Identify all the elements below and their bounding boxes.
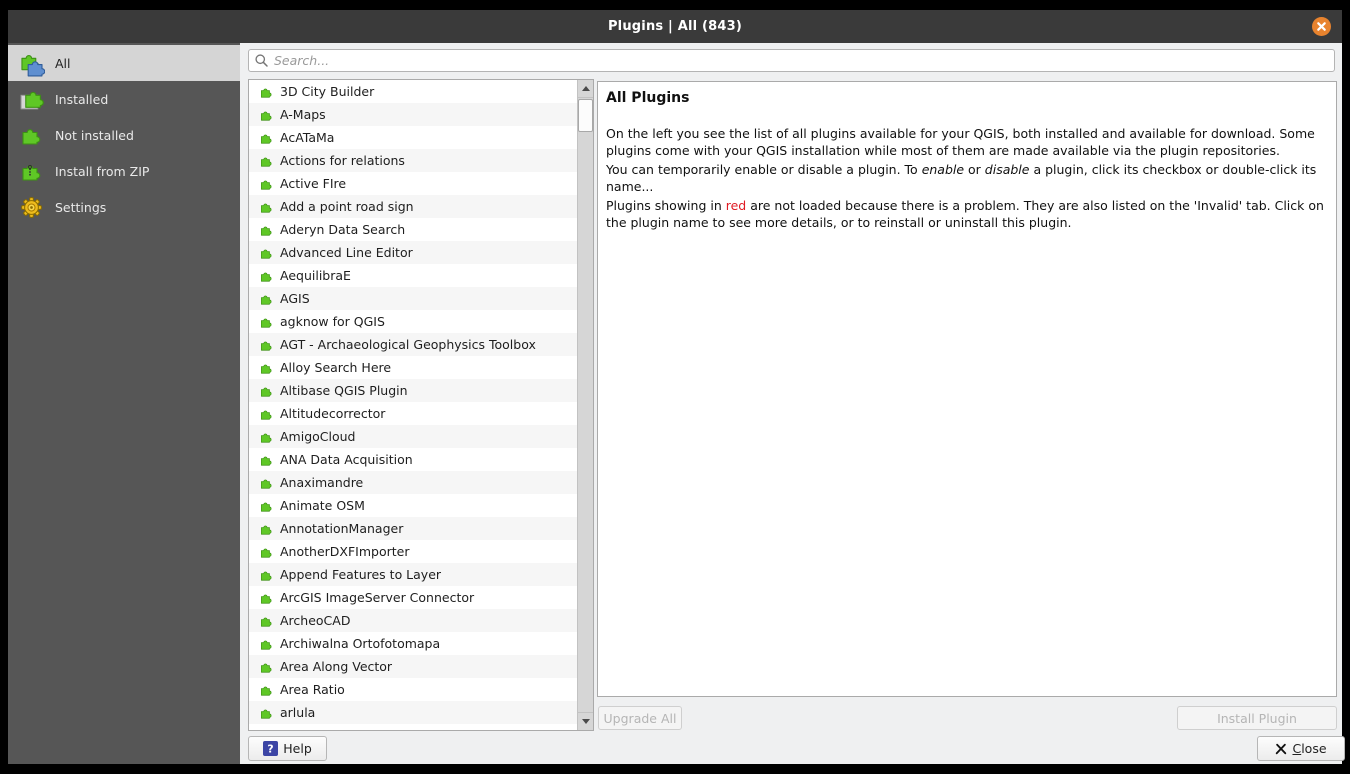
plugin-row[interactable] (249, 379, 577, 402)
svg-text:?: ? (267, 742, 274, 756)
install-plugin-button[interactable] (1177, 706, 1337, 730)
sidebar-item-label: Installed (55, 91, 109, 107)
plugin-name: Archiwalna Ortofotomapa (280, 636, 441, 651)
plugin-puzzle-icon (259, 315, 273, 329)
plugin-puzzle-icon (259, 246, 273, 260)
help-label: Help (283, 741, 312, 756)
not-installed-plugin-icon (17, 121, 45, 149)
plugin-name: Animate OSM (280, 498, 365, 513)
plugin-name: Area Ratio (280, 682, 345, 697)
plugin-row[interactable] (249, 241, 577, 264)
plugin-name: AGT - Archaeological Geophysics Toolbox (280, 337, 536, 352)
plugin-puzzle-icon (259, 85, 273, 99)
plugin-row[interactable] (249, 701, 577, 724)
all-plugins-icon (17, 49, 45, 77)
upgrade-all-label: Upgrade All (603, 710, 677, 726)
plugin-row[interactable] (249, 586, 577, 609)
scroll-up-icon[interactable] (578, 80, 594, 98)
plugin-puzzle-icon (259, 522, 273, 536)
plugin-row[interactable] (249, 494, 577, 517)
plugin-puzzle-icon (259, 614, 273, 628)
help-question-icon (263, 741, 278, 756)
plugin-row[interactable] (249, 264, 577, 287)
plugin-row[interactable] (249, 80, 577, 103)
plugin-name: agknow for QGIS (280, 314, 385, 329)
plugins-dialog (8, 10, 1342, 764)
search-input[interactable] (269, 53, 1329, 68)
plugin-puzzle-icon (259, 660, 273, 674)
settings-gear-icon (17, 193, 45, 221)
window-title: Plugins | All (843) (607, 19, 743, 34)
plugin-puzzle-icon (259, 338, 273, 352)
sidebar-item-label: Install from ZIP (55, 163, 150, 179)
plugin-row[interactable] (249, 540, 577, 563)
plugin-name: AcATaMa (280, 130, 335, 145)
sidebar (8, 43, 240, 764)
plugin-name: AGIS (280, 291, 310, 306)
plugin-name: AequilibraE (280, 268, 351, 283)
plugin-puzzle-icon (259, 292, 273, 306)
plugin-name: ANA Data Acquisition (280, 452, 413, 467)
plugin-name: 3D City Builder (280, 84, 375, 99)
plugin-puzzle-icon (259, 545, 273, 559)
plugin-puzzle-icon (259, 430, 273, 444)
plugin-puzzle-icon (259, 154, 273, 168)
installed-plugin-icon (17, 85, 45, 113)
plugin-row[interactable] (249, 471, 577, 494)
plugin-details-panel (597, 81, 1337, 697)
plugin-name: Altibase QGIS Plugin (280, 383, 408, 398)
plugin-name: ArcheoCAD (280, 613, 351, 628)
plugin-name: AmigoCloud (280, 429, 356, 444)
plugin-row[interactable] (249, 632, 577, 655)
plugin-row[interactable] (249, 103, 577, 126)
plugin-puzzle-icon (259, 407, 273, 421)
plugin-puzzle-icon (259, 683, 273, 697)
plugin-row[interactable] (249, 310, 577, 333)
plugin-name: Advanced Line Editor (280, 245, 413, 260)
plugin-puzzle-icon (259, 568, 273, 582)
plugin-puzzle-icon (259, 131, 273, 145)
sidebar-item-label: Settings (55, 199, 107, 215)
plugin-puzzle-icon (259, 200, 273, 214)
plugin-name: ArcGIS ImageServer Connector (280, 590, 475, 605)
window-close-icon[interactable] (1312, 17, 1331, 36)
plugin-puzzle-icon (259, 223, 273, 237)
plugin-puzzle-icon (259, 637, 273, 651)
upgrade-all-button[interactable] (598, 706, 682, 730)
plugin-row[interactable] (249, 172, 577, 195)
details-paragraph: You can temporarily enable or disable a plugin. To enable or disable a plugin, click its checkbox or double-click its name... (606, 162, 1317, 194)
close-label: Close (1292, 741, 1327, 756)
plugin-row[interactable] (249, 149, 577, 172)
sidebar-item-settings[interactable] (8, 189, 240, 225)
plugin-name: Alloy Search Here (280, 360, 392, 375)
install-from-zip-icon (17, 157, 45, 185)
plugin-puzzle-icon (259, 499, 273, 513)
plugin-name: Append Features to Layer (280, 567, 442, 582)
plugin-row[interactable] (249, 287, 577, 310)
plugin-list-panel (248, 79, 594, 731)
search-bar (248, 49, 1335, 72)
plugin-row[interactable] (249, 402, 577, 425)
plugin-row[interactable] (249, 126, 577, 149)
titlebar[interactable] (8, 10, 1342, 43)
plugin-puzzle-icon (259, 361, 273, 375)
plugin-puzzle-icon (259, 591, 273, 605)
plugin-row[interactable] (249, 678, 577, 701)
close-button[interactable] (1257, 736, 1345, 761)
sidebar-item-label: All (55, 55, 71, 71)
scrollbar-thumb[interactable] (578, 99, 593, 132)
plugin-name: AnnotationManager (280, 521, 404, 536)
plugin-name: Active FIre (280, 176, 347, 191)
install-plugin-label: Install Plugin (1217, 710, 1297, 726)
scrollbar[interactable] (577, 80, 593, 730)
plugin-puzzle-icon (259, 384, 273, 398)
details-paragraph: On the left you see the list of all plugins available for your QGIS, both installed and available for download. Some plugins come with your QGIS installation while most of them are made available via the plugin repositories. (606, 126, 1315, 158)
sidebar-item-label: Not installed (55, 127, 134, 143)
details-heading: All Plugins (606, 90, 690, 106)
search-icon (254, 53, 269, 68)
help-button[interactable] (248, 736, 327, 761)
plugin-list (249, 80, 577, 730)
plugin-puzzle-icon (259, 476, 273, 490)
plugin-name: Anaximandre (280, 475, 364, 490)
plugin-name: Add a point road sign (280, 199, 414, 214)
plugin-row[interactable] (249, 448, 577, 471)
sidebar-item-not-installed[interactable] (8, 117, 240, 153)
plugin-row[interactable] (249, 218, 577, 241)
plugin-row[interactable] (249, 517, 577, 540)
sidebar-item-install-from-zip[interactable] (8, 153, 240, 189)
plugin-row[interactable] (249, 333, 577, 356)
plugin-name: A-Maps (280, 107, 326, 122)
plugin-row[interactable] (249, 655, 577, 678)
plugin-name: Area Along Vector (280, 659, 393, 674)
plugin-row[interactable] (249, 563, 577, 586)
plugin-row-partial[interactable] (249, 724, 577, 730)
plugin-name: Altitudecorrector (280, 406, 386, 421)
plugin-puzzle-icon (259, 177, 273, 191)
plugin-puzzle-icon (259, 706, 273, 720)
plugin-row[interactable] (249, 425, 577, 448)
plugin-name: Aderyn Data Search (280, 222, 406, 237)
plugin-name: Actions for relations (280, 153, 405, 168)
plugin-puzzle-icon (259, 729, 273, 731)
plugin-puzzle-icon (259, 108, 273, 122)
plugin-puzzle-icon (259, 453, 273, 467)
sidebar-item-installed[interactable] (8, 81, 240, 117)
plugin-name: AnotherDXFImporter (280, 544, 410, 559)
plugin-puzzle-icon (259, 269, 273, 283)
plugin-name: arlula (280, 705, 316, 720)
plugin-row[interactable] (249, 356, 577, 379)
details-paragraph: Plugins showing in red are not loaded because there is a problem. They are also listed on the 'Invalid' tab. Click on the plugin name to see more details, or to reinstall or uninstall this plugin. (606, 198, 1324, 230)
plugin-row[interactable] (249, 195, 577, 218)
sidebar-item-all[interactable] (8, 45, 240, 81)
plugin-row[interactable] (249, 609, 577, 632)
scroll-down-icon[interactable] (578, 712, 594, 730)
close-x-icon (1275, 743, 1287, 755)
